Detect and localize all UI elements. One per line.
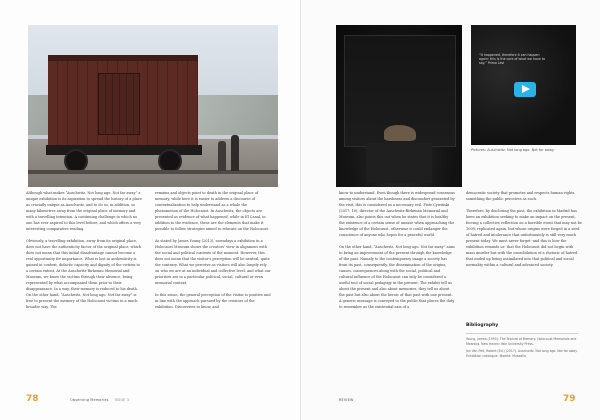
video-still: [471, 25, 576, 145]
visitor-figure: [218, 141, 226, 171]
paragraph: remains and objects point to death in the original place of memory, while here it is easier to address a discourse of contextualization to help understand as a whole the phenomenon of the Holocaust. In Auschwitz, the objects are presented as evidence of what happened, while in El Canal, in addition to the evidence, these are the elements that make it possible to follow strategies aimed to educate on the Holocaust.: [155, 191, 269, 231]
shoe-object: [384, 125, 416, 141]
paragraph: As stated by James Young (2013), nowadays a exhibition in a Holocaust Museum shows the creators’ view in alignment with the social and political contexts of the moment. However, this does not mean that the visitor’s perception will be neutral, quite the contrary. What we perceive as visitors will also largely rely on who we are at an individual and collective level, and what our priorities are in a particular political, social, cultural or even memorial context.: [155, 239, 271, 285]
body-column-1: [26, 190, 142, 316]
issue-label: ISSUE 3: [114, 398, 130, 402]
video-quote: “It happened, therefore it can happen again: this is the core of what we have to say.” Primo Levi: [479, 53, 546, 65]
page-number: 79: [563, 394, 576, 404]
paragraph: Although what makes “Auschwitz. Not long ago. Not far away” a unique exhibition is its aspiration to spread the history of a place as crucially unique as Auschwitz, and to do so, in addition, so many kilometres away from the original place of memory and with a travelling intention. A continuing challenge to which no one has ever aspired to this level before, and which offers a very interesting comparative reading.: [26, 191, 142, 231]
wagon-door: [98, 73, 140, 135]
play-button[interactable]: [514, 82, 536, 97]
bibliography-heading: Bibliography: [466, 323, 499, 328]
body-column-2: [155, 190, 271, 316]
paragraph: In this sense, the general perception of the visitor is positive and in line with the approach pursued by the creators of the exhibition. Discoveries to know, and: [155, 293, 271, 309]
bibliography-list: [466, 337, 578, 361]
journal-title: Observing Memories: [70, 398, 109, 402]
running-header: [70, 398, 129, 402]
bibliography-entry: Young, James (1993). The Texture of Memory: Holocaust Memorials and Meaning. New Haven: Yale University Press.: [466, 337, 577, 346]
paragraph: democratic society that promotes and respects human rights, something the public perceives as such.: [466, 191, 576, 201]
paragraph: know to understand. Even though there is widespread consensus among visitors about the harshness and discomfort generated by the visit, this is considered as a necessary evil. Piotr Cywiński (2017: 10), director of the Auschwitz-Birkenau Memorial and Museum, also points this out when he states that it is healthy the existence of a certain sense of unease when approaching the knowledge of the Holocaust, otherwise it could endanger the conscience of anyone who hopes for a peaceful world.: [339, 191, 455, 237]
photo-caption: Pictures: Auschwitz. Not long ago. Not far away.: [471, 148, 555, 152]
train-wagon-photo: [28, 25, 278, 187]
running-header: REVIEW: [339, 398, 354, 402]
visitor-figure: [231, 135, 239, 171]
play-icon: [522, 85, 530, 93]
bibliography-entry: Jan Van Pelt, Robert (Ed.) (2017). Auschwitz. Not long ago. Not far away. Exhibition catalogue. Madrid: Musealia.: [466, 349, 578, 358]
body-column-4: [466, 190, 582, 274]
shoe-display-photo: [336, 25, 462, 187]
body-column-3: [339, 190, 455, 316]
page-number: 78: [26, 394, 39, 404]
paragraph: Therefore, by disclosing the past, the exhibition in Madrid has been an exhibition seeking to make an impact on the present, forcing a collective reflection on a horrible event that may not be 100% replicated again, but whose origins were forged in a seed of hatred and intolerance that unfortunately is still very much present today. We must never forget -and this is how the exhibition reminds us- that the Holocaust did not begin with mass murder but with the consolidation of a rhetoric of hatred that ended up being assimilated into that political and social normality within a cultural and advanced society.: [466, 209, 582, 267]
paragraph: Obviously, a travelling exhibition, away from its original place, does not have the authenticity factor of the original place, which does not mean that this initial disadvantage cannot become a real opportunity for importance. What is lost in authenticity is gained in context, didactic capacity and dignity of the victims to a certain extent. At the Auschwitz-Birkenau Memorial and Museum, we know the victims through their absence, being represented by what accompanied them prior to their disappearance. In a way, their memory is reduced to his death. On the other hand, “Auschwitz. Not long ago. Not far away” is free to present the memory of the Holocaust victims in a much broader way. The: [26, 239, 142, 309]
divider: [466, 333, 578, 334]
paragraph: On the other hand, “Auschwitz. Not long ago. Not far away” aims to bring an improvement of the present through the knowledge of the past. Namely to the contemporary image a society has from its past, consequently, the dissemination of the origins, causes, consequences along with the social, political and cultural influence of the Holocaust can only be considered a useful tool of social pedagogy in the present. The exhibit tell us about the present and also about memories, they tell us about the past but also about the heroic of that past with one present. A generic message is conveyed to the public that places the duty to remember as the existential axis of a: [339, 245, 455, 309]
right-page: [300, 0, 600, 420]
